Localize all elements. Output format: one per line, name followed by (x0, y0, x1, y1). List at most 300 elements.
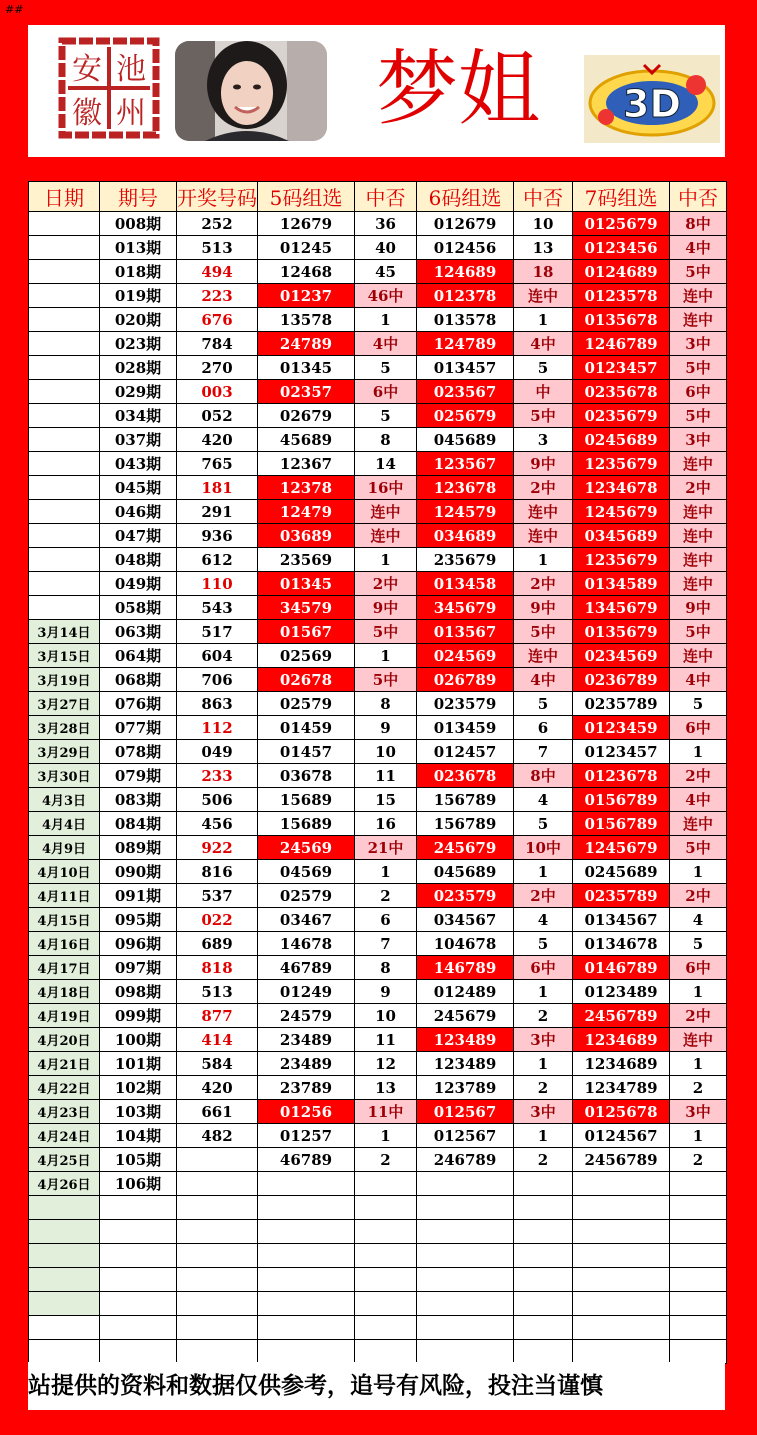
empty-cell (355, 1244, 417, 1268)
hit6-cell: 7 (514, 740, 573, 764)
empty-cell (29, 1268, 100, 1292)
hit5-cell: 5中 (355, 620, 417, 644)
date-cell (29, 308, 100, 332)
empty-row (29, 1268, 727, 1292)
combo5-cell: 24579 (258, 1004, 355, 1028)
table-row (29, 380, 727, 404)
column-header: 期号 (100, 182, 177, 212)
hit7-cell: 5 (670, 692, 727, 716)
prediction-table (28, 181, 727, 1364)
empty-cell (258, 1316, 355, 1340)
hit6-cell: 4 (514, 788, 573, 812)
date-cell: 4月18日 (29, 980, 100, 1004)
hit5-cell (355, 1172, 417, 1196)
combo7-cell: 0134678 (573, 932, 670, 956)
date-cell: 3月14日 (29, 620, 100, 644)
period-cell: 064期 (100, 644, 177, 668)
date-cell (29, 404, 100, 428)
hit5-cell: 10 (355, 740, 417, 764)
hit5-cell: 15 (355, 788, 417, 812)
combo7-cell: 0235678 (573, 380, 670, 404)
combo6-cell: 124689 (417, 260, 514, 284)
combo5-cell: 24789 (258, 332, 355, 356)
hit7-cell: 连中 (670, 308, 727, 332)
table-row (29, 332, 727, 356)
date-cell: 4月22日 (29, 1076, 100, 1100)
period-cell: 034期 (100, 404, 177, 428)
table-row (29, 476, 727, 500)
date-cell: 4月24日 (29, 1124, 100, 1148)
hit6-cell: 2 (514, 1076, 573, 1100)
combo7-cell: 0123578 (573, 284, 670, 308)
seal-character: 池 (116, 52, 146, 87)
hit7-cell: 5中 (670, 356, 727, 380)
combo6-cell: 123489 (417, 1052, 514, 1076)
period-cell: 084期 (100, 812, 177, 836)
empty-cell (514, 1316, 573, 1340)
combo6-cell: 025679 (417, 404, 514, 428)
hit6-cell: 2中 (514, 476, 573, 500)
combo5-cell: 02579 (258, 884, 355, 908)
period-cell: 076期 (100, 692, 177, 716)
draw-number-cell: 661 (177, 1100, 258, 1124)
hit7-cell: 1 (670, 1124, 727, 1148)
draw-number-cell: 482 (177, 1124, 258, 1148)
date-cell (29, 476, 100, 500)
hit7-cell: 3中 (670, 428, 727, 452)
empty-cell (417, 1268, 514, 1292)
table-row (29, 644, 727, 668)
combo6-cell: 123678 (417, 476, 514, 500)
seal-character: 州 (116, 96, 146, 131)
hit5-cell: 10 (355, 1004, 417, 1028)
empty-row (29, 1220, 727, 1244)
combo7-cell: 0135679 (573, 620, 670, 644)
date-cell: 4月19日 (29, 1004, 100, 1028)
empty-row (29, 1316, 727, 1340)
draw-number-cell: 456 (177, 812, 258, 836)
hit6-cell: 6中 (514, 956, 573, 980)
combo6-cell: 235679 (417, 548, 514, 572)
combo5-cell: 12479 (258, 500, 355, 524)
period-cell: 068期 (100, 668, 177, 692)
period-cell: 077期 (100, 716, 177, 740)
combo7-cell: 0123456 (573, 236, 670, 260)
combo5-cell: 01257 (258, 1124, 355, 1148)
hit5-cell: 40 (355, 236, 417, 260)
hit6-cell: 4中 (514, 332, 573, 356)
combo5-cell: 02357 (258, 380, 355, 404)
empty-cell (417, 1196, 514, 1220)
combo5-cell: 01459 (258, 716, 355, 740)
combo5-cell: 34579 (258, 596, 355, 620)
period-cell: 101期 (100, 1052, 177, 1076)
combo5-cell: 23569 (258, 548, 355, 572)
hit7-cell: 5中 (670, 404, 727, 428)
empty-cell (177, 1220, 258, 1244)
combo7-cell: 0123678 (573, 764, 670, 788)
empty-cell (573, 1268, 670, 1292)
hit7-cell: 连中 (670, 644, 727, 668)
hit7-cell: 连中 (670, 284, 727, 308)
date-cell (29, 380, 100, 404)
draw-number-cell: 414 (177, 1028, 258, 1052)
draw-number-cell: 420 (177, 428, 258, 452)
hit6-cell: 2中 (514, 572, 573, 596)
empty-cell (573, 1244, 670, 1268)
hit6-cell: 4 (514, 908, 573, 932)
empty-cell (670, 1196, 727, 1220)
combo5-cell: 01249 (258, 980, 355, 1004)
empty-row (29, 1292, 727, 1316)
hit7-cell: 3中 (670, 332, 727, 356)
hit6-cell: 2 (514, 1148, 573, 1172)
period-cell: 083期 (100, 788, 177, 812)
period-cell: 023期 (100, 332, 177, 356)
table-row (29, 1100, 727, 1124)
date-cell (29, 212, 100, 236)
draw-number-cell: 517 (177, 620, 258, 644)
hit7-cell: 1 (670, 860, 727, 884)
disclaimer-text: 站提供的资料和数据仅供参考，追号有风险，投注当谨慎 (28, 1362, 725, 1410)
header-banner (28, 25, 725, 157)
hit5-cell: 9 (355, 716, 417, 740)
combo7-cell: 2456789 (573, 1148, 670, 1172)
empty-cell (29, 1244, 100, 1268)
combo7-cell: 0245689 (573, 428, 670, 452)
hit6-cell: 8中 (514, 764, 573, 788)
combo5-cell: 01457 (258, 740, 355, 764)
table-row (29, 1172, 727, 1196)
empty-cell (670, 1292, 727, 1316)
combo7-cell: 0124689 (573, 260, 670, 284)
hit5-cell: 16中 (355, 476, 417, 500)
hit5-cell: 46中 (355, 284, 417, 308)
date-cell (29, 572, 100, 596)
date-cell (29, 452, 100, 476)
seal-character: 安 (72, 52, 102, 87)
table-row (29, 908, 727, 932)
draw-number-cell: 604 (177, 644, 258, 668)
combo7-cell: 0125678 (573, 1100, 670, 1124)
column-header: 7码组选 (573, 182, 670, 212)
combo7-cell: 1245679 (573, 836, 670, 860)
combo6-cell: 124579 (417, 500, 514, 524)
hit5-cell: 11中 (355, 1100, 417, 1124)
empty-cell (573, 1196, 670, 1220)
empty-cell (514, 1220, 573, 1244)
combo6-cell: 012457 (417, 740, 514, 764)
period-cell: 018期 (100, 260, 177, 284)
table-row (29, 1004, 727, 1028)
date-cell: 4月15日 (29, 908, 100, 932)
empty-cell (177, 1292, 258, 1316)
hit5-cell: 11 (355, 1028, 417, 1052)
date-cell: 4月26日 (29, 1172, 100, 1196)
empty-cell (514, 1268, 573, 1292)
combo5-cell: 01237 (258, 284, 355, 308)
hit5-cell: 8 (355, 692, 417, 716)
combo7-cell: 1234689 (573, 1052, 670, 1076)
combo5-cell: 45689 (258, 428, 355, 452)
draw-number-cell: 765 (177, 452, 258, 476)
empty-cell (100, 1220, 177, 1244)
hit6-cell: 5 (514, 932, 573, 956)
corner-mark: ## (5, 3, 24, 16)
period-cell: 097期 (100, 956, 177, 980)
empty-cell (670, 1244, 727, 1268)
empty-cell (573, 1340, 670, 1364)
combo5-cell: 24569 (258, 836, 355, 860)
table-row (29, 1076, 727, 1100)
empty-cell (573, 1292, 670, 1316)
combo6-cell: 146789 (417, 956, 514, 980)
combo5-cell: 01256 (258, 1100, 355, 1124)
combo7-cell: 0156789 (573, 788, 670, 812)
hit6-cell: 13 (514, 236, 573, 260)
combo6-cell: 123567 (417, 452, 514, 476)
hit5-cell: 2中 (355, 572, 417, 596)
empty-cell (355, 1340, 417, 1364)
empty-cell (258, 1220, 355, 1244)
table-row (29, 284, 727, 308)
draw-number-cell: 676 (177, 308, 258, 332)
hit6-cell: 3 (514, 428, 573, 452)
empty-cell (355, 1220, 417, 1244)
combo5-cell: 15689 (258, 812, 355, 836)
combo5-cell: 01245 (258, 236, 355, 260)
empty-cell (100, 1292, 177, 1316)
hit5-cell: 7 (355, 932, 417, 956)
combo7-cell: 1235679 (573, 452, 670, 476)
period-cell: 020期 (100, 308, 177, 332)
empty-cell (417, 1244, 514, 1268)
date-cell (29, 596, 100, 620)
empty-cell (258, 1292, 355, 1316)
table-row (29, 668, 727, 692)
table-row (29, 692, 727, 716)
3d-logo-icon (584, 55, 720, 143)
combo6-cell: 012567 (417, 1124, 514, 1148)
hit5-cell: 1 (355, 308, 417, 332)
combo7-cell: 0235789 (573, 692, 670, 716)
table-row (29, 404, 727, 428)
period-cell: 104期 (100, 1124, 177, 1148)
combo5-cell: 01345 (258, 356, 355, 380)
hit5-cell: 2 (355, 1148, 417, 1172)
hit7-cell: 5 (670, 932, 727, 956)
hit7-cell: 3中 (670, 1100, 727, 1124)
combo6-cell: 045689 (417, 428, 514, 452)
date-cell: 4月16日 (29, 932, 100, 956)
date-cell: 3月29日 (29, 740, 100, 764)
empty-cell (29, 1340, 100, 1364)
hit7-cell: 2中 (670, 884, 727, 908)
hit7-cell: 1 (670, 980, 727, 1004)
hit7-cell: 1 (670, 1052, 727, 1076)
period-cell: 105期 (100, 1148, 177, 1172)
period-cell: 098期 (100, 980, 177, 1004)
combo6-cell: 156789 (417, 812, 514, 836)
combo5-cell: 01567 (258, 620, 355, 644)
combo7-cell: 1234789 (573, 1076, 670, 1100)
date-cell: 4月4日 (29, 812, 100, 836)
hit6-cell: 3中 (514, 1100, 573, 1124)
table-row (29, 836, 727, 860)
hit7-cell: 6中 (670, 956, 727, 980)
period-cell: 058期 (100, 596, 177, 620)
empty-cell (258, 1244, 355, 1268)
table-row (29, 548, 727, 572)
empty-cell (100, 1244, 177, 1268)
brand-title: 梦姐 (375, 42, 540, 137)
hit5-cell: 12 (355, 1052, 417, 1076)
combo6-cell: 124789 (417, 332, 514, 356)
hit7-cell: 2中 (670, 476, 727, 500)
combo6-cell: 123489 (417, 1028, 514, 1052)
empty-cell (417, 1340, 514, 1364)
table-row (29, 596, 727, 620)
empty-cell (29, 1316, 100, 1340)
draw-number-cell: 110 (177, 572, 258, 596)
table-row (29, 572, 727, 596)
draw-number-cell: 706 (177, 668, 258, 692)
draw-number-cell: 584 (177, 1052, 258, 1076)
period-cell: 096期 (100, 932, 177, 956)
hit5-cell: 9 (355, 980, 417, 1004)
empty-cell (177, 1340, 258, 1364)
seal-icon (56, 37, 162, 141)
period-cell: 090期 (100, 860, 177, 884)
date-cell (29, 260, 100, 284)
combo6-cell: 034689 (417, 524, 514, 548)
draw-number-cell: 270 (177, 356, 258, 380)
period-cell: 106期 (100, 1172, 177, 1196)
date-cell: 4月11日 (29, 884, 100, 908)
date-cell: 4月3日 (29, 788, 100, 812)
combo5-cell: 23489 (258, 1052, 355, 1076)
empty-cell (258, 1340, 355, 1364)
seal-logo (56, 37, 162, 141)
hit7-cell: 5中 (670, 620, 727, 644)
hit7-cell: 连中 (670, 548, 727, 572)
hit6-cell: 4中 (514, 668, 573, 692)
hit5-cell: 45 (355, 260, 417, 284)
hit6-cell: 5 (514, 356, 573, 380)
hit6-cell: 1 (514, 860, 573, 884)
combo5-cell: 02679 (258, 404, 355, 428)
hit6-cell: 1 (514, 1052, 573, 1076)
date-cell (29, 524, 100, 548)
combo5-cell: 12679 (258, 212, 355, 236)
combo7-cell: 0134589 (573, 572, 670, 596)
empty-cell (417, 1316, 514, 1340)
combo6-cell (417, 1172, 514, 1196)
date-cell: 4月25日 (29, 1148, 100, 1172)
empty-cell (417, 1220, 514, 1244)
hit6-cell: 3中 (514, 1028, 573, 1052)
empty-cell (514, 1244, 573, 1268)
table-row (29, 860, 727, 884)
hit6-cell: 10 (514, 212, 573, 236)
combo5-cell: 03678 (258, 764, 355, 788)
hit5-cell: 连中 (355, 524, 417, 548)
hit7-cell: 连中 (670, 524, 727, 548)
hit6-cell: 连中 (514, 644, 573, 668)
hit6-cell: 9中 (514, 452, 573, 476)
empty-row (29, 1244, 727, 1268)
empty-cell (514, 1292, 573, 1316)
empty-cell (573, 1220, 670, 1244)
hit7-cell: 连中 (670, 572, 727, 596)
hit5-cell: 5 (355, 356, 417, 380)
table-row (29, 452, 727, 476)
hit6-cell: 18 (514, 260, 573, 284)
hit7-cell: 8中 (670, 212, 727, 236)
draw-number-cell: 816 (177, 860, 258, 884)
combo7-cell: 0245689 (573, 860, 670, 884)
combo6-cell: 024569 (417, 644, 514, 668)
period-cell: 019期 (100, 284, 177, 308)
combo5-cell: 14678 (258, 932, 355, 956)
combo7-cell: 1234678 (573, 476, 670, 500)
combo7-cell: 0134567 (573, 908, 670, 932)
table-row (29, 740, 727, 764)
combo6-cell: 013567 (417, 620, 514, 644)
seal-character: 徽 (72, 96, 102, 131)
empty-cell (670, 1316, 727, 1340)
column-header: 中否 (514, 182, 573, 212)
hit7-cell: 9中 (670, 596, 727, 620)
avatar-photo (175, 41, 327, 141)
combo7-cell: 1235679 (573, 548, 670, 572)
period-cell: 099期 (100, 1004, 177, 1028)
draw-number-cell: 112 (177, 716, 258, 740)
draw-number-cell: 252 (177, 212, 258, 236)
draw-number-cell (177, 1148, 258, 1172)
combo6-cell: 045689 (417, 860, 514, 884)
date-cell: 4月9日 (29, 836, 100, 860)
combo6-cell: 345679 (417, 596, 514, 620)
combo7-cell: 0135678 (573, 308, 670, 332)
combo7-cell: 0124567 (573, 1124, 670, 1148)
date-cell (29, 548, 100, 572)
combo5-cell (258, 1172, 355, 1196)
empty-cell (258, 1196, 355, 1220)
table-row (29, 620, 727, 644)
combo5-cell: 01345 (258, 572, 355, 596)
date-cell: 4月17日 (29, 956, 100, 980)
hit6-cell: 6 (514, 716, 573, 740)
hit6-cell: 中 (514, 380, 573, 404)
date-cell: 3月28日 (29, 716, 100, 740)
combo6-cell: 013578 (417, 308, 514, 332)
table-row (29, 1028, 727, 1052)
empty-cell (355, 1196, 417, 1220)
empty-cell (100, 1340, 177, 1364)
date-cell (29, 284, 100, 308)
combo5-cell: 46789 (258, 956, 355, 980)
date-cell (29, 236, 100, 260)
combo6-cell: 245679 (417, 836, 514, 860)
draw-number-cell: 513 (177, 236, 258, 260)
period-cell: 049期 (100, 572, 177, 596)
hit7-cell: 2中 (670, 764, 727, 788)
date-cell: 3月27日 (29, 692, 100, 716)
combo6-cell: 013459 (417, 716, 514, 740)
empty-cell (258, 1268, 355, 1292)
hit7-cell (670, 1172, 727, 1196)
